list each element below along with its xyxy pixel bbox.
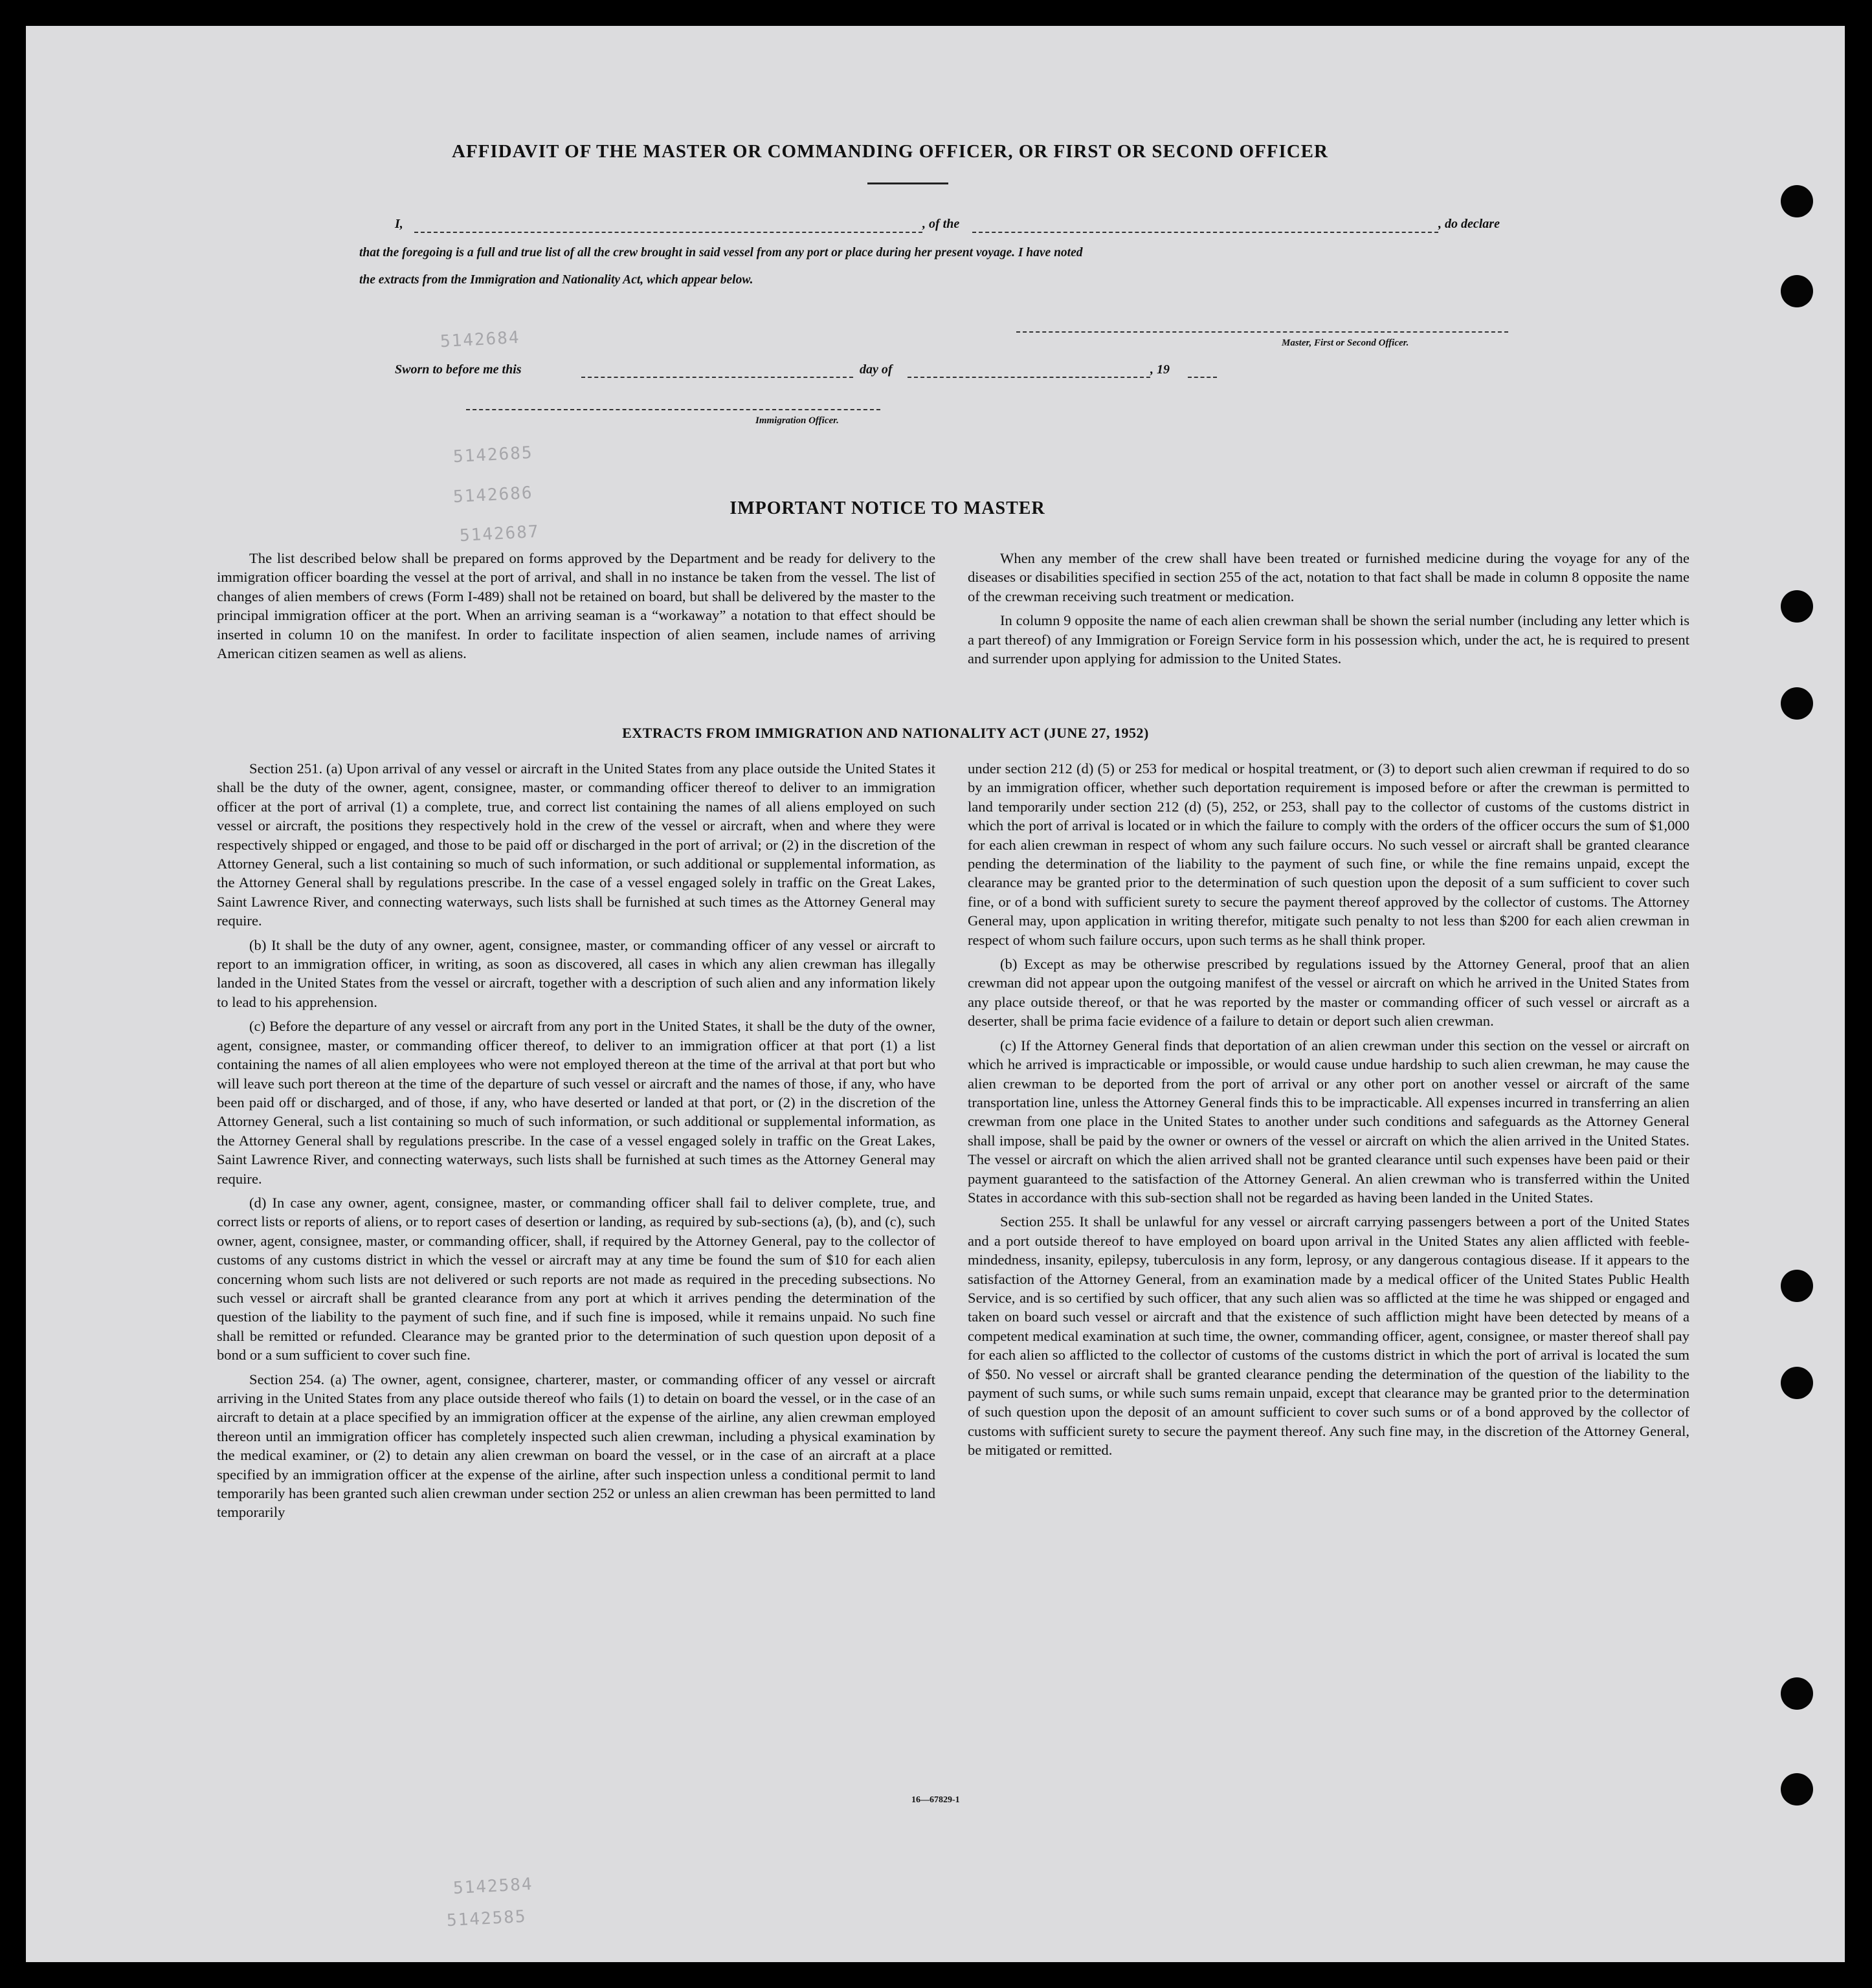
- form-code: 16—67829-1: [911, 1795, 960, 1805]
- notice-paragraph: In column 9 opposite the name of each alien crewman shall be shown the serial number (including any letter which is a part thereof) of any Immigration or Foreign Service form in his possession which, under the act, he is required to present and surrender upon applying for admission to the United States.: [968, 612, 1689, 667]
- document-page: [26, 26, 1845, 1962]
- immigration-officer-signature-field[interactable]: [466, 409, 880, 410]
- notice-paragraph: When any member of the crew shall have been treated or furnished medicine during the voyage for any of the diseases or disabilities specified in section 255 of the act, notation to that fact shall be made in column 8 opposite the name of the crewman receiving such treatment or medication.: [968, 550, 1689, 604]
- stamp-number: 5142585: [446, 1906, 528, 1931]
- notice-right-column: [968, 549, 1689, 673]
- sworn-month-field[interactable]: [908, 377, 1150, 378]
- sworn-label: Sworn to before me this: [395, 362, 522, 377]
- immigration-officer-caption: Immigration Officer.: [755, 415, 839, 426]
- extract-paragraph: (b) It shall be the duty of any owner, agent, consignee, master, or commanding officer of any vessel or aircraft to report to an immigration officer, in writing, as soon as discovered, all cases in which any alien crewman has illegally landed in the United States from the vessel or aircraft, together with a description of such alien and any information likely to lead to his apprehension.: [217, 936, 935, 1010]
- notice-title: IMPORTANT NOTICE TO MASTER: [730, 498, 1045, 518]
- year-label: , 19: [1150, 362, 1170, 377]
- declarant-name-field[interactable]: [414, 232, 922, 233]
- notice-left-column: [217, 549, 935, 668]
- binder-hole: [1781, 687, 1813, 720]
- title-rule: [867, 182, 948, 184]
- extracts-left-column: [217, 759, 935, 1527]
- stamp-number: 5142584: [452, 1874, 534, 1899]
- stamp-number: 5142687: [459, 522, 540, 546]
- vessel-name-field[interactable]: [972, 232, 1438, 233]
- extract-paragraph: Section 251. (a) Upon arrival of any vessel or aircraft in the United States from any place outside the United States it shall be the duty of the owner, agent, consignee, master, or commanding officer thereof to deliver to an immigration officer at the port of arrival (1) a complete, true, and correct list containing the names of all aliens employed on such vessel or aircraft, the positions they respectively hold in the crew of the vessel or aircraft, when and where they were respectively shipped or engaged, and those to be paid off or discharged in the port of arrival; or (2) in the discretion of the Attorney General, such a list containing so much of such information, or such additional or supplemental information, as the Attorney General shall by regulations prescribe. In the case of a vessel engaged solely in traffic on the Great Lakes, Saint Lawrence River, and connecting waterways, such lists shall be furnished at such times as the Attorney General may require.: [217, 760, 935, 929]
- extracts-title: EXTRACTS FROM IMMIGRATION AND NATIONALITY ACT (JUNE 27, 1952): [622, 725, 1149, 741]
- binder-hole: [1781, 590, 1813, 623]
- day-of-label: day of: [860, 362, 893, 377]
- extract-paragraph: (d) In case any owner, agent, consignee, master, or commanding officer shall fail to deliver complete, true, and correct lists or reports of aliens, or to report cases of desertion or landing, as required by sub-sections (a), (b), and (c), such owner, agent, consignee, master, or commanding officer, shall, if required by the Attorney General, pay to the collector of customs of any customs district in which the vessel or aircraft may at any time be found the sum of $10 for each alien concerning whom such lists are not delivered or such reports are not made as required in the preceding subsections. No such vessel or aircraft shall be granted clearance from any port at which it arrives pending the determination of the question of the liability to the payment of such fine, and if such fine is imposed, while it remains unpaid. No such fine shall be remitted or refunded. Clearance may be granted prior to the determination of such question upon deposit of a bond or a sum sufficient to cover such fine.: [217, 1194, 935, 1364]
- binder-hole: [1781, 1677, 1813, 1710]
- affidavit-title: AFFIDAVIT OF THE MASTER OR COMMANDING OFFICER, OR FIRST OR SECOND OFFICER: [452, 141, 1328, 162]
- binder-hole: [1781, 185, 1813, 217]
- declarant-label: I,: [395, 217, 403, 231]
- binder-hole: [1781, 1773, 1813, 1806]
- extract-paragraph: Section 254. (a) The owner, agent, consignee, charterer, master, or commanding officer of any vessel or aircraft arriving in the United States from any place outside thereof who fails (1) to detain on board the vessel, or in the case of an aircraft to detain at a place specified by an immigration officer at the expense of the airline, any alien crewman employed thereon until an immigration officer has completely inspected such alien crewman, including a physical examination by the medical examiner, or (2) to detain any alien crewman on board the vessel, or in the case of an aircraft at a place specified by an immigration officer at the expense of the airline, after such inspection unless a conditional permit to land temporarily has been granted such alien crewman under section 252 or unless an alien crewman has been permitted to land temporarily: [217, 1371, 935, 1521]
- master-signature-field[interactable]: [1016, 331, 1508, 333]
- extract-paragraph: Section 255. It shall be unlawful for any vessel or aircraft carrying passengers between a port of the United States and a port outside thereof to have employed on board upon arrival in the United States any alien afflicted with feeble-mindedness, insanity, epilepsy, tuberculosis in any form, leprosy, or any dangerous contagious disease. If it appears to the satisfaction of the Attorney General, from an examination made by a medical officer of the United States Public Health Service, and is so certified by such officer, that any such alien was so afflicted at the time he was shipped or engaged and taken on board such vessel or aircraft and that the existence of such affliction might have been detected by means of a competent medical examination at such time, the owner, commanding officer, agent, consignee, or master thereof shall pay for each alien so afflicted to the collector of customs of the customs district in which the port of arrival is located the sum of $50. No vessel or aircraft shall be granted clearance pending the determination of the question of the liability to the payment of such sums, or while such sums remain unpaid, except that clearance may be granted prior to the determination of such question upon the deposit of an amount sufficient to cover such sums or of a bond approved by the collector of customs with sufficient surety to secure the payment thereof. Any such fine may, in the discretion of the Attorney General, be mitigated or remitted.: [968, 1213, 1689, 1459]
- extracts-right-column: [968, 759, 1689, 1465]
- binder-hole: [1781, 1270, 1813, 1302]
- extract-paragraph: (b) Except as may be otherwise prescribed by regulations issued by the Attorney General, proof that an alien crewman did not appear upon the outgoing manifest of the vessel or aircraft on which he arrived in the United States from any place outside thereof, or that he was reported by the master or commanding officer of such vessel or aircraft as a deserter, shall be prima facie evidence of a failure to detain or deport such alien crewman.: [968, 956, 1689, 1030]
- of-the-label: , of the: [922, 217, 960, 231]
- extract-paragraph: (c) If the Attorney General finds that deportation of an alien crewman under this section on the vessel or aircraft on which he arrived is impracticable or impossible, or would cause undue hardship to such alien crewman, he may cause the alien crewman to be deported from the port of arrival or any other port on another vessel or aircraft of the same transportation line, unless the Attorney General finds this to be impracticable. All expenses incurred in transferring an alien crewman from one place in the United States to another under such conditions and safeguards as the Attorney General shall impose, shall be paid by the owner or owners of the vessel or aircraft on which the alien arrived in the United States. The vessel or aircraft on which the alien arrived shall not be granted clearance until such expenses have been paid or their payment guaranteed to the satisfaction of the Attorney General. An alien crewman who is transferred within the United States in accordance with this sub-section shall not be regarded as having been landed in the United States.: [968, 1037, 1689, 1206]
- affidavit-statement: the extracts from the Immigration and Nationality Act, which appear below.: [359, 273, 753, 287]
- sworn-year-field[interactable]: [1188, 377, 1217, 378]
- binder-hole: [1781, 275, 1813, 307]
- stamp-number: 5142686: [452, 483, 534, 507]
- notice-paragraph: The list described below shall be prepared on forms approved by the Department and be ready for delivery to the immigration officer boarding the vessel at the port of arrival, and shall in no instance be taken from the vessel. The list of changes of alien members of crews (Form I-489) shall not be retained on board, but shall be delivered by the master to the principal immigration officer at the port. When an arriving seaman is a “workaway” a notation to that effect should be inserted in column 10 on the manifest. In order to facilitate inspection of alien seamen, include names of arriving American citizen seamen as well as aliens.: [217, 550, 935, 662]
- do-declare-label: , do declare: [1438, 217, 1500, 231]
- binder-hole: [1781, 1367, 1813, 1399]
- extract-paragraph: (c) Before the departure of any vessel or aircraft from any port in the United States, it shall be the duty of the owner, agent, consignee, master, or commanding officer thereof, to deliver to an immigration officer at that port (1) a list containing the names of all alien employees who were not employed thereon at the time of the arrival at that port but who will leave such port thereon at the time of the departure of such vessel or aircraft and the names of those, if any, who have been paid off or discharged, and of those, if any, who have deserted or landed at that port, or (2) in the discretion of the Attorney General, such a list containing so much of such information, or such additional or supplemental information, as the Attorney General shall by regulations prescribe. In the case of a vessel engaged solely in traffic on the Great Lakes, Saint Lawrence River, and connecting waterways, such lists shall be furnished at such times as the Attorney General may require.: [217, 1018, 935, 1187]
- sworn-day-field[interactable]: [581, 377, 853, 378]
- stamp-number: 5142684: [440, 327, 521, 352]
- master-signature-caption: Master, First or Second Officer.: [1282, 338, 1409, 348]
- extract-paragraph: under section 212 (d) (5) or 253 for medical or hospital treatment, or (3) to deport such alien crewman if required to do so by an immigration officer, whether such deportation requirement is imposed before or after the crewman is permitted to land temporarily under section 212 (d) (5), 252, or 253, shall pay to the collector of customs of the customs district in which the port of arrival is located or in which the failure to comply with the orders of the officer occurs the sum of $1,000 for each alien crewman in respect of whom any such failure occurs. No such vessel or aircraft shall be granted clearance pending the determination of the liability to the payment of such fine, or while the fine remains unpaid, except the clearance may be granted prior to the determination of such question upon the deposit of a sum sufficient to cover such fine, or of a bond with sufficient surety to secure the payment thereof approved by the collector of customs. The Attorney General may, upon application in writing therefor, mitigate such penalty to not less than $200 for each alien crewman in respect of whom such failure occurs, upon such terms as he shall think proper.: [968, 760, 1689, 948]
- stamp-number: 5142685: [452, 443, 534, 467]
- affidavit-statement: that the foregoing is a full and true list of all the crew brought in said vessel from any port or place during her present voyage. I have noted: [359, 246, 1083, 260]
